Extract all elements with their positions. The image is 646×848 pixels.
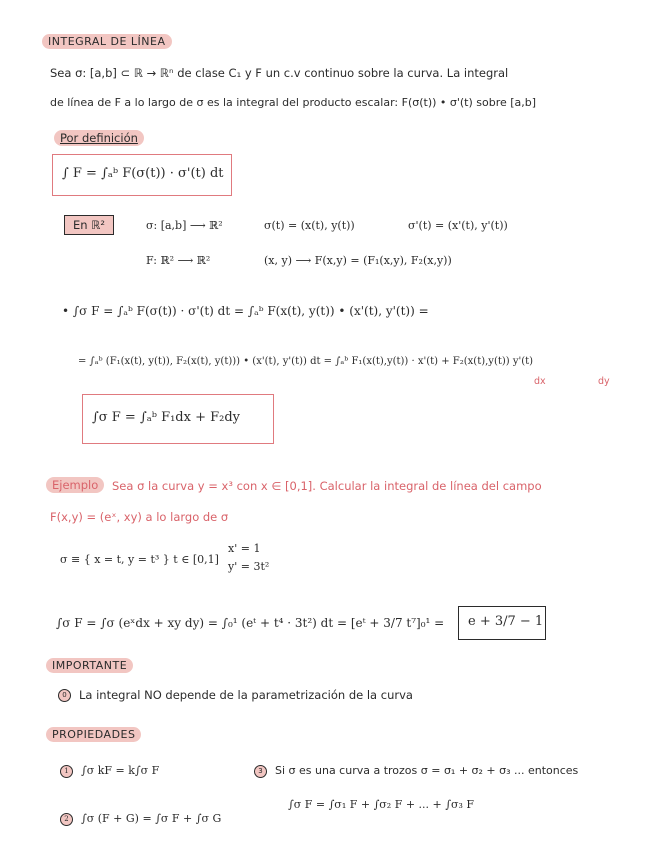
dx-note: dx <box>534 376 546 387</box>
important-label: IMPORTANTE <box>46 658 133 673</box>
derivation-line-1: • ∫σ F = ∫ₐᵇ F(σ(t)) · σ'(t) dt = ∫ₐᵇ F(x(t), y(t)) • (x'(t), y'(t)) = <box>62 304 429 318</box>
example-calc: ∫σ F = ∫σ (eˣdx + xy dy) = ∫₀¹ (eᵗ + t⁴ · 3t²) dt = [eᵗ + 3/7 t⁷]₀¹ = <box>56 616 445 630</box>
prop1-marker: 1 <box>60 765 73 778</box>
prop3-text: Si σ es una curva a trozos σ = σ₁ + σ₂ + σ₃ ... entonces <box>275 764 579 777</box>
property-1 <box>60 764 159 778</box>
example-answer: e + 3/7 − 1 <box>468 614 544 629</box>
example-label: Ejemplo <box>46 477 104 493</box>
param-sigma: σ ≡ { x = t, y = t³ } t ∈ [0,1] <box>60 553 219 566</box>
prop2-marker: 2 <box>60 813 73 826</box>
dy-note: dy <box>598 376 610 387</box>
important-text: La integral NO depende de la parametrización de la curva <box>79 688 413 702</box>
prop3-formula: ∫σ F = ∫σ₁ F + ∫σ₂ F + ... + ∫σ₃ F <box>288 798 475 811</box>
boxed-result: ∫σ F = ∫ₐᵇ F₁dx + F₂dy <box>92 410 241 425</box>
example-field: F(x,y) = (eˣ, xy) a lo largo de σ <box>50 510 229 524</box>
properties-label: PROPIEDADES <box>46 727 141 742</box>
important-item <box>58 688 413 702</box>
property-3 <box>254 764 578 778</box>
important-marker: 0 <box>58 689 71 702</box>
prop2-formula: ∫σ (F + G) = ∫σ F + ∫σ G <box>81 812 222 825</box>
property-2 <box>60 812 221 826</box>
intro-line-2: de línea de F a lo largo de σ es la integral del producto escalar: F(σ(t)) • σ'(t) sobre [a,b] <box>50 96 537 109</box>
r2-sigma-t: σ(t) = (x(t), y(t)) <box>264 219 355 232</box>
r2-field-map: (x, y) ⟶ F(x,y) = (F₁(x,y), F₂(x,y)) <box>264 254 452 267</box>
param-y-prime: y' = 3t² <box>228 560 270 573</box>
r2-sigma-prime: σ'(t) = (x'(t), y'(t)) <box>408 219 508 232</box>
page-title: INTEGRAL DE LÍNEA <box>42 34 172 49</box>
definition-label: Por definición <box>54 130 144 146</box>
example-text: Sea σ la curva y = x³ con x ∈ [0,1]. Calcular la integral de línea del campo <box>112 479 542 493</box>
r2-label: En ℝ² <box>64 215 114 235</box>
prop3-marker: 3 <box>254 765 267 778</box>
intro-line-1: Sea σ: [a,b] ⊂ ℝ → ℝⁿ de clase C₁ y F un c.v continuo sobre la curva. La integral <box>50 66 509 80</box>
derivation-line-2: = ∫ₐᵇ (F₁(x(t), y(t)), F₂(x(t), y(t))) • (x'(t), y'(t)) dt = ∫ₐᵇ F₁(x(t),y(t)) · x'(t) + F₂(x(t),y(t)) y'(t) <box>78 356 534 367</box>
param-x-prime: x' = 1 <box>228 542 261 555</box>
prop1-formula: ∫σ kF = k∫σ F <box>81 764 160 777</box>
r2-sigma: σ: [a,b] ⟶ ℝ² <box>146 219 223 232</box>
r2-field: F: ℝ² ⟶ ℝ² <box>146 254 211 267</box>
definition-formula: ∫ F = ∫ₐᵇ F(σ(t)) · σ'(t) dt <box>62 166 224 181</box>
